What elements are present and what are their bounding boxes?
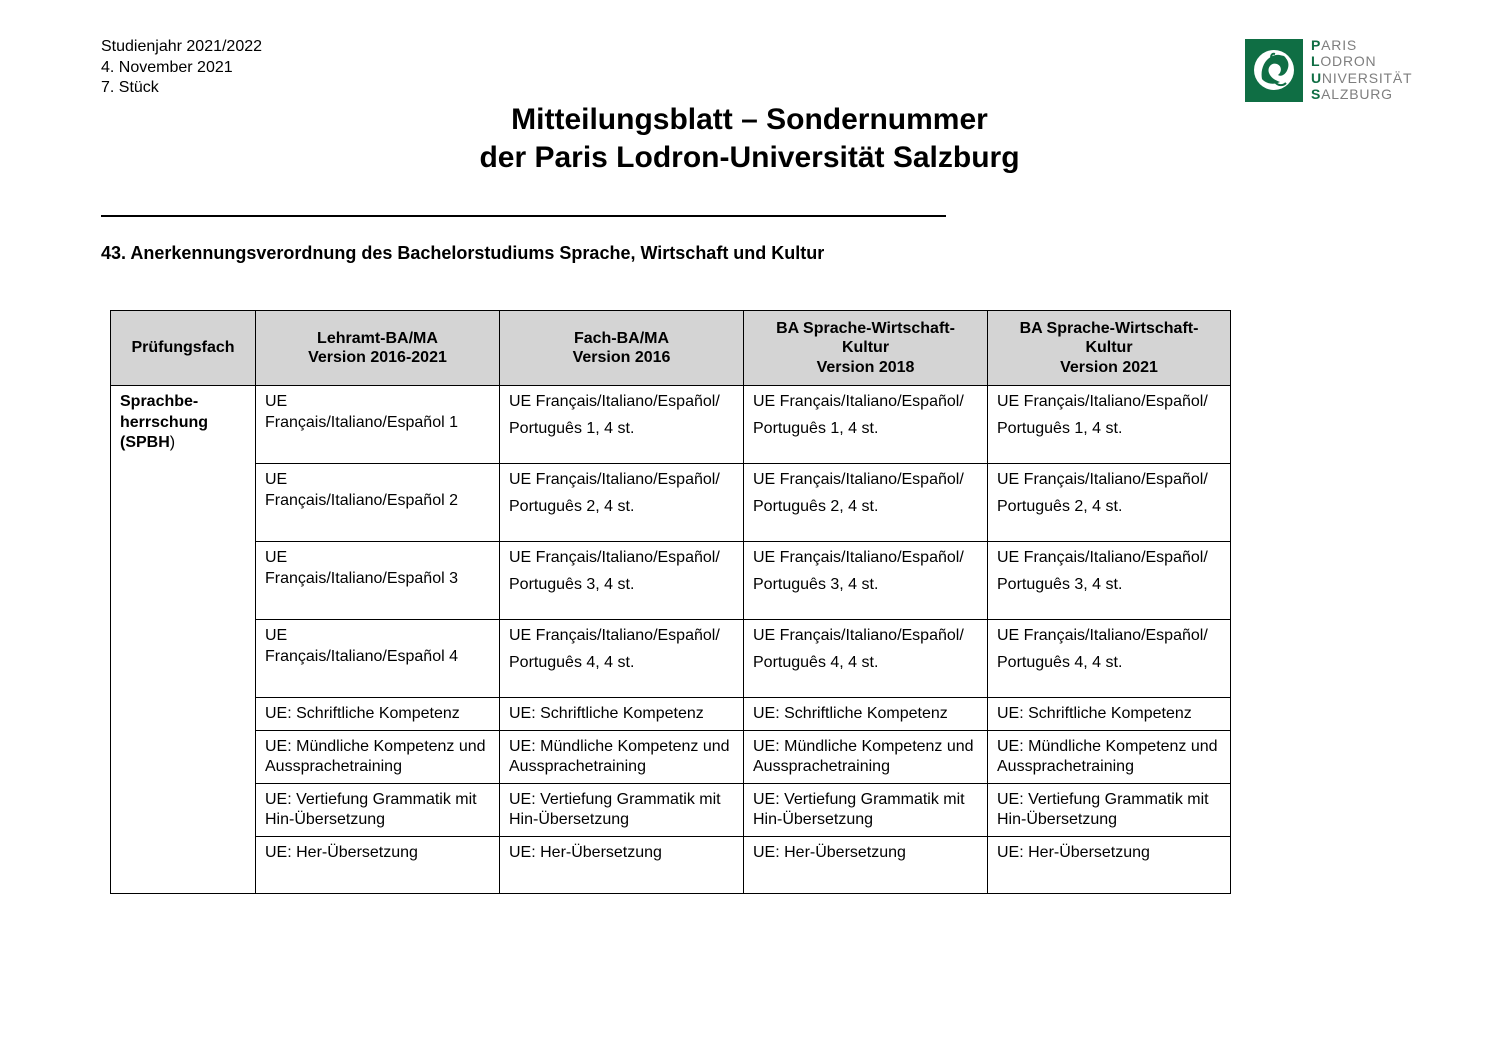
table-cell: UE Français/Italiano/Español 4 — [256, 620, 500, 698]
column-header: BA Sprache-Wirtschaft- Kultur Version 2018 — [744, 311, 988, 386]
table-row — [111, 698, 1231, 731]
recognition-table — [110, 310, 1231, 894]
logo-line: UNIVERSITÄT — [1311, 69, 1413, 86]
table-cell: UE: Schriftliche Kompetenz — [256, 698, 500, 731]
logo-line: LODRON — [1311, 53, 1377, 70]
logo-line: SALZBURG — [1311, 85, 1393, 102]
table-row — [111, 836, 1231, 893]
document-meta — [101, 37, 262, 99]
table-cell: UE Français/Italiano/Español/ Português 2, 4 st. — [744, 464, 988, 542]
table-row — [111, 542, 1231, 620]
lion-emblem-icon — [1245, 39, 1303, 102]
section-heading: 43. Anerkennungsverordnung des Bachelorstudiums Sprache, Wirtschaft und Kultur — [101, 243, 825, 263]
table-cell: UE Français/Italiano/Español/ Português 1, 4 st. — [988, 386, 1231, 464]
table-cell: UE: Schriftliche Kompetenz — [500, 698, 744, 731]
table-cell: UE: Mündliche Kompetenz und Aussprachetraining — [256, 730, 500, 783]
table-cell: UE Français/Italiano/Español/ Português 2, 4 st. — [500, 464, 744, 542]
table-cell: UE: Vertiefung Grammatik mit Hin-Übersetzung — [744, 783, 988, 836]
column-header: BA Sprache-Wirtschaft- Kultur Version 2021 — [988, 311, 1231, 386]
table-cell: UE: Her-Übersetzung — [744, 836, 988, 893]
table-cell: UE Français/Italiano/Español 2 — [256, 464, 500, 542]
table-row — [111, 730, 1231, 783]
table-cell: UE: Her-Übersetzung — [988, 836, 1231, 893]
table-cell: UE: Schriftliche Kompetenz — [744, 698, 988, 731]
table-row — [111, 620, 1231, 698]
table-cell: UE: Her-Übersetzung — [256, 836, 500, 893]
table-cell: UE Français/Italiano/Español/ Português 1, 4 st. — [500, 386, 744, 464]
table-cell: UE: Her-Übersetzung — [500, 836, 744, 893]
table-cell: UE: Schriftliche Kompetenz — [988, 698, 1231, 731]
table-cell: UE Français/Italiano/Español/ Português 4, 4 st. — [500, 620, 744, 698]
academic-year: Studienjahr 2021/2022 — [101, 38, 263, 55]
logo-wordmark — [1311, 37, 1412, 102]
table-cell: UE Français/Italiano/Español/ Português 4, 4 st. — [988, 620, 1231, 698]
column-header: Fach-BA/MA Version 2016 — [500, 311, 744, 386]
table-cell: UE: Mündliche Kompetenz und Aussprachetraining — [744, 730, 988, 783]
table-cell: UE Français/Italiano/Español/ Português 1, 4 st. — [744, 386, 988, 464]
subject-cell: Sprachbe- herrschung (SPBH) — [111, 386, 256, 894]
table-cell: UE Français/Italiano/Español/ Português 3, 4 st. — [500, 542, 744, 620]
table-row — [111, 386, 1231, 464]
table-header-row — [111, 311, 1231, 386]
table-row — [111, 783, 1231, 836]
table-cell: UE: Vertiefung Grammatik mit Hin-Übersetzung — [500, 783, 744, 836]
table-cell: UE Français/Italiano/Español/ Português 3, 4 st. — [744, 542, 988, 620]
table-cell: UE: Vertiefung Grammatik mit Hin-Übersetzung — [256, 783, 500, 836]
table-cell: UE: Mündliche Kompetenz und Aussprachetraining — [988, 730, 1231, 783]
table-cell: UE Français/Italiano/Español/ Português 2, 4 st. — [988, 464, 1231, 542]
table-row — [111, 464, 1231, 542]
title-divider — [101, 215, 946, 217]
title-line-2: der Paris Lodron-Universität Salzburg — [479, 141, 1020, 174]
table-cell: UE Français/Italiano/Español/ Português 4, 4 st. — [744, 620, 988, 698]
issue-date: 4. November 2021 — [101, 58, 233, 76]
table-cell: UE: Vertiefung Grammatik mit Hin-Übersetzung — [988, 783, 1231, 836]
table-cell: UE Français/Italiano/Español 3 — [256, 542, 500, 620]
page-title — [0, 101, 1497, 177]
column-header: Lehramt-BA/MA Version 2016-2021 — [256, 311, 500, 386]
table-cell: UE Français/Italiano/Español/ Português 3, 4 st. — [988, 542, 1231, 620]
table-cell: UE: Mündliche Kompetenz und Aussprachetraining — [500, 730, 744, 783]
table-cell: UE Français/Italiano/Español 1 — [256, 386, 500, 464]
column-header: Prüfungsfach — [111, 311, 256, 386]
title-line-1: Mitteilungsblatt – Sondernummer — [511, 103, 988, 136]
logo-line: PARIS — [1311, 37, 1358, 53]
issue-number: 7. Stück — [101, 79, 159, 96]
